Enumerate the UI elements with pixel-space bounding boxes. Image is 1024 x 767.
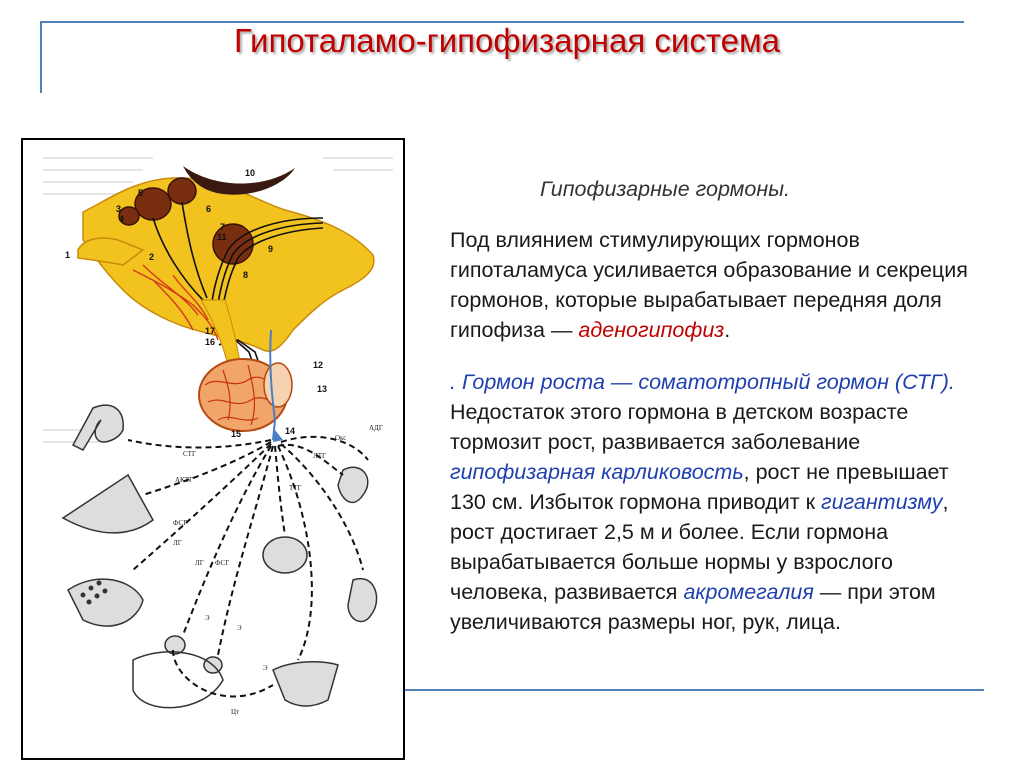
label-10: 10 — [245, 168, 256, 178]
label-7: 7 — [220, 222, 226, 232]
p2-text-b: , рост не превышает 130 см. Избыток гормона приводит к — [450, 460, 949, 514]
hormone-label-fsg2: ФСГ — [215, 559, 230, 567]
label-2: 2 — [149, 252, 155, 262]
illustration-svg — [23, 140, 407, 762]
term-gigantism: гигантизму — [820, 490, 943, 514]
paragraph-adenohypophysis — [450, 225, 990, 345]
hormone-label-stg: СТГ — [183, 450, 196, 458]
label-1: 1 — [65, 250, 71, 260]
growth-hormone-lead: . Гормон роста — соматотропный гормон (СТГ). — [450, 370, 955, 394]
label-15: 15 — [231, 429, 242, 439]
label-9: 9 — [268, 244, 274, 254]
term-adenohypophysis: аденогипофиз — [578, 318, 725, 342]
label-11: 11 — [217, 232, 227, 242]
hormone-label-e2: Э — [237, 624, 242, 632]
term-dwarfism: гипофизарная карликовость — [450, 460, 744, 484]
subtitle: Гипофизарные гормоны. — [539, 177, 791, 201]
hypothalamus-pituitary-illustration — [21, 138, 405, 760]
hormone-label-e1: Э — [205, 614, 210, 622]
hormone-label-ttg: ТТГ — [289, 484, 302, 492]
p1-end: . — [724, 318, 731, 342]
hormone-label-lg1: ЛГ — [173, 539, 182, 547]
label-6: 6 — [206, 204, 212, 214]
label-8: 8 — [243, 270, 249, 280]
label-12: 12 — [313, 360, 324, 370]
term-acromegaly: акромегалия — [683, 580, 814, 604]
p2-text-a: Недостаток этого гормона в детском возрасте тормозит рост, развивается заболевание — [450, 400, 909, 454]
hormone-label-oks: Окс — [335, 434, 347, 442]
hormone-label-ct: Цт — [231, 708, 240, 716]
label-5: 5 — [138, 188, 144, 198]
p2-text-c: , рост достигает 2,5 м и более. Если гормона вырабатывается больше нормы у взрослого человека, развивается — [450, 490, 949, 604]
hormone-label-lg2: ЛГ — [195, 559, 204, 567]
hormone-label-ltg: ЛТГ — [313, 452, 327, 460]
label-13: 13 — [317, 384, 328, 394]
label-4: 4 — [119, 214, 125, 224]
label-16: 16 — [205, 337, 216, 347]
label-14: 14 — [285, 426, 296, 436]
paragraph-growth-hormone — [450, 367, 990, 637]
hormone-label-fsg1: ФСГ — [173, 519, 188, 527]
label-17: 17 — [205, 326, 216, 336]
left-accent-line — [40, 21, 42, 93]
hormone-label-e3: Э — [263, 664, 268, 672]
p1-text: Под влиянием стимулирующих гормонов гипоталамуса усиливается образование и секреция гормонов, которые вырабатывает передняя доля гипофиза — — [450, 228, 968, 342]
p2-text-d: — при этом увеличиваются размеры ног, рук, лица. — [450, 580, 936, 634]
label-3: 3 — [116, 204, 122, 214]
text-block — [450, 174, 990, 659]
hormone-label-adg: АДГ — [369, 424, 383, 432]
slide-title: Гипоталамо-гипофизарная система — [234, 22, 780, 59]
hormone-label-aktg: АКТГ — [175, 476, 194, 484]
bottom-accent-line — [405, 689, 984, 691]
